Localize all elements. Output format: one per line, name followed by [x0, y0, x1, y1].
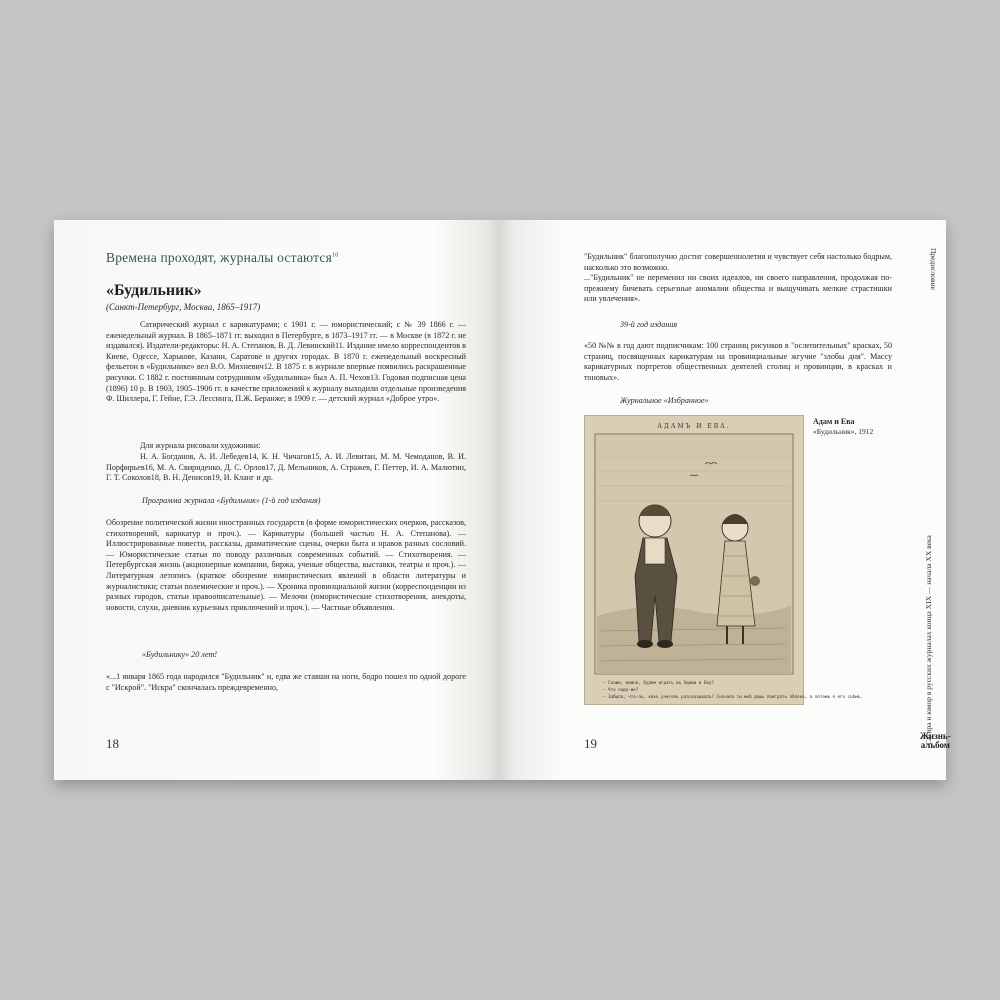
illustration-caption-line1: — Скажи, можно, будем играть въ Адама и Еву?: [603, 680, 714, 685]
anniversary-subhead: «Будильнику» 20 лет!: [142, 650, 218, 659]
publisher-logo-line1: Жизнь-: [920, 731, 951, 741]
intro-paragraph: Сатирический журнал с карикатурами; с 1901 г. — юмористический; с № 39 1866 г. — еженедельный журнал. В 1865–1871 гг. выходил в Петербурге, в 1873–1917 гг. — в Москве (в 1872 г. не издавался). Издатели-редакторы: Н. А. Степанов, В. Д. Левинский11. Издание имело корреспондентов в Киеве, Одессе, Харькове, Казани, Саратове и других городах. В 1870 г. еженедельный воскресный фельетон в «Будильнике» вел В.О. Михневич12. В 1875 г. в журнале впервые появились раскрашенные рисунки. С 1882 г. постоянным сотрудником «Будильника» был А. П. Чехов13. Годовая подписная цена (1896) 10 р. В 1903, 1905–1906 гг. в качестве приложений к журналу выходили отдельные произведения Ф. Шиллера, Г. Гейне, Г.Э. Лессинга, П.Ж. Беранже; в 1909 г. — детский журнал «Доброе утро».: [106, 320, 466, 404]
book-spread: [54, 220, 951, 780]
illustration-source: «Будильник», 1912: [813, 427, 874, 436]
section-label: Предисловие: [929, 248, 938, 290]
program-paragraph: Обозрение политической жизни иностранных государств (в форме юмористических очерков, рассказов, стихотворений, карикатур и проч.). — Карикатуры (большей частью Н. А. Степанова). — Иллюстрированные повести, рассказы, драматические сцены, очерки быта и нравов разных сословий. — Юмористические статьи по поводу различных современных событий. — Стихотворения. — Петербургская жизнь (акционерные компании, биржа, ученые общества, выставки, театры и проч.). — Литературная летопись (краткое обозрение юмористических явлений в области литературы и журналистики; статьи полемические и проч.). — Хроника провинциальной жизни (корреспонденции из разных городов, статьи нравоописательные). — Мелочи (юмористические стихотворения, анекдоты, новости, слухи, дневник курьезных приключений и проч.). — Частные объявления.: [106, 518, 466, 612]
publisher-logo-line2: альбом: [920, 740, 950, 750]
quote-continuation: "Будильник" благополучно достиг совершеннолетия и чувствует себя настолько бодрым, насколько это возможно.: [584, 252, 892, 272]
magazine-subtitle: (Санкт-Петербург, Москва, 1865–1917): [106, 302, 261, 312]
subscription-paragraph: «50 №№ в год дают подписчикам: 100 страниц рисунков в "ослепительных" красках, 50 страниц, посвященных карикатурам на провинциальные жгучие "злобы дня". Массу карикатурных портретов общественных деятелей столиц и провинции, в красках и тоновых».: [584, 341, 892, 382]
illustration-title: Адам и Ева: [813, 417, 855, 426]
illustration-caption-line3: — Забыла, что-ль, какъ учитель разсказывалъ? Сначала ты мнѣ дашь поиграть яблоко, а потомъ я его съѣмъ.: [603, 694, 863, 699]
illustration-caption-line2: — Что надо-же?: [603, 687, 639, 692]
page-number: 19: [584, 736, 597, 751]
year39-subhead: 39-й год издания: [620, 320, 678, 329]
book-title-vertical: Сатира и юмор в русских журналах конца XIX — начала XX века: [924, 535, 933, 745]
chapter-title: Времена проходят, журналы остаются$^{10}$: [106, 250, 339, 265]
selected-subhead: Журнальное «Избранное»: [620, 396, 709, 405]
anniversary-quote: «...1 января 1865 года народился "Будильник" и, едва же ставши на ноги, бодро пошел по одной дороге с "Искрой". "Искра" скончалась преждевременно,: [106, 672, 466, 692]
page-number: 18: [106, 736, 119, 751]
magazine-title: «Будильник»: [106, 282, 202, 299]
left-page: [54, 220, 500, 780]
program-subhead: Программа журнала «Будильник» (1-й год издания): [142, 496, 321, 505]
artists-list: Н. А. Богданов, А. И. Лебедев14, К. Н. Чичагов15, А. И. Левитан, М. М. Чемоданов, В. И. Порфирьев16, М. А. Свириденко, Д. С. Орлов17, Д. Мельников, А. Стражев, Г. Петтер, И. А. Малютин, Г. Т. Соколов18, В. Н. Денисов19, И. Кланг и др.: [106, 452, 466, 483]
publisher-logo: [920, 732, 951, 750]
quote-second: ..."Будильник" не переменил ни своих идеалов, ни своего направления, продолжая по-прежнему бичевать серьезные аномалии общества и выщучивать мелкие страстишки или увлечения».: [584, 273, 892, 304]
artists-lead: Для журнала рисовали художники:: [140, 441, 261, 450]
illustration-header: АДАМЪ И ЕВА.: [657, 423, 731, 430]
right-page: [500, 220, 951, 780]
